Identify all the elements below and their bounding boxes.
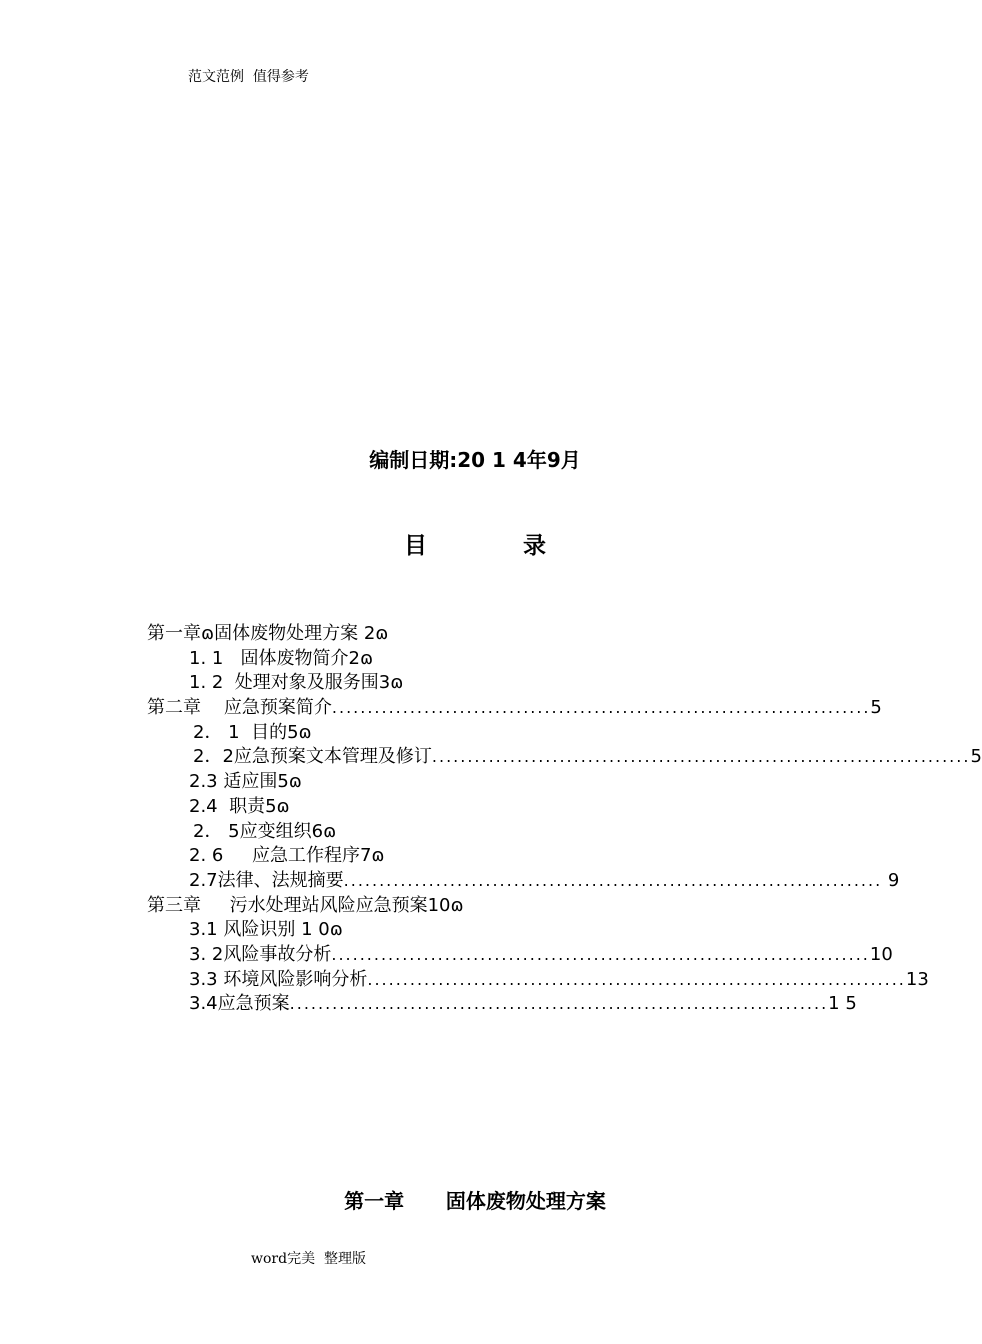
toc-entry-label: 第三章 污水处理站风险应急预案10ɷ: [147, 894, 464, 916]
toc-entry[interactable]: [147, 745, 982, 770]
toc-entry-label: 2． 5应变组织6ɷ: [193, 820, 337, 842]
toc-dot-leader: ............................................................................: [331, 944, 870, 964]
toc-entry[interactable]: [147, 622, 807, 647]
toc-page-number: 5: [870, 697, 882, 719]
toc-entry[interactable]: [147, 894, 807, 919]
toc-entry-label: 2. 6 应急工作程序7ɷ: [189, 845, 385, 867]
toc-entry[interactable]: [147, 844, 807, 869]
toc-entry[interactable]: [147, 992, 857, 1017]
toc-entry[interactable]: [147, 647, 807, 672]
toc-entry[interactable]: [147, 770, 807, 795]
toc-dot-leader: ............................................................................: [331, 698, 871, 718]
toc-entry[interactable]: [147, 968, 929, 993]
toc-entry-label: 3.3 环境风险影响分析: [189, 968, 368, 990]
toc-page-number: 1 5: [828, 993, 857, 1015]
toc-entry-label: 2.4 职责5ɷ: [189, 795, 290, 817]
toc-dot-leader: ............................................................................: [431, 747, 971, 767]
toc-entry-label: 2.3 适应围5ɷ: [189, 771, 302, 793]
toc-entry[interactable]: [147, 795, 807, 820]
toc-entry[interactable]: [147, 918, 807, 943]
toc-entry[interactable]: [147, 696, 882, 721]
toc-page-number: 9: [882, 869, 900, 891]
toc-entry-label: 2． 1 目的5ɷ: [193, 721, 312, 743]
toc-entry[interactable]: [147, 721, 807, 746]
toc-entry-label: 2．2应急预案文本管理及修订: [193, 746, 432, 768]
toc-entry-label: 1. 2 处理对象及服务围3ɷ: [189, 672, 404, 694]
toc-page-number: 10: [869, 943, 893, 965]
toc-page-number: 13: [905, 968, 929, 990]
toc-entry-label: 2.7法律、法规摘要: [189, 869, 344, 891]
page-footer: word完美 整理版: [251, 1251, 366, 1267]
toc-dot-leader: ............................................................................: [367, 969, 906, 989]
toc-entry[interactable]: [147, 943, 893, 968]
toc-title: 目 录: [403, 533, 590, 559]
toc-dot-leader: ............................................................................: [343, 870, 883, 890]
toc-page-number: 5: [970, 746, 982, 768]
table-of-contents: [147, 622, 982, 1017]
toc-entry[interactable]: [147, 671, 807, 696]
toc-entry-label: 3.1 风险识别 1 0ɷ: [189, 919, 343, 941]
toc-entry-label: 第一章ɷ固体废物处理方案 2ɷ: [147, 623, 389, 644]
toc-entry[interactable]: [147, 869, 900, 894]
toc-entry-label: 3. 2风险事故分析: [189, 943, 332, 965]
chapter-heading: 第一章 固体废物处理方案: [344, 1189, 606, 1213]
toc-entry-label: 第二章 应急预案简介: [147, 697, 332, 719]
toc-entry-label: 3.4应急预案: [189, 993, 290, 1015]
toc-dot-leader: ............................................................................: [289, 994, 829, 1014]
toc-entry[interactable]: [147, 820, 807, 845]
page-header: 范文范例 值得参考: [188, 69, 309, 85]
toc-entry-label: 1. 1 固体废物简介2ɷ: [189, 647, 374, 669]
compile-date: 编制日期:20 1 4年9月: [369, 448, 581, 472]
